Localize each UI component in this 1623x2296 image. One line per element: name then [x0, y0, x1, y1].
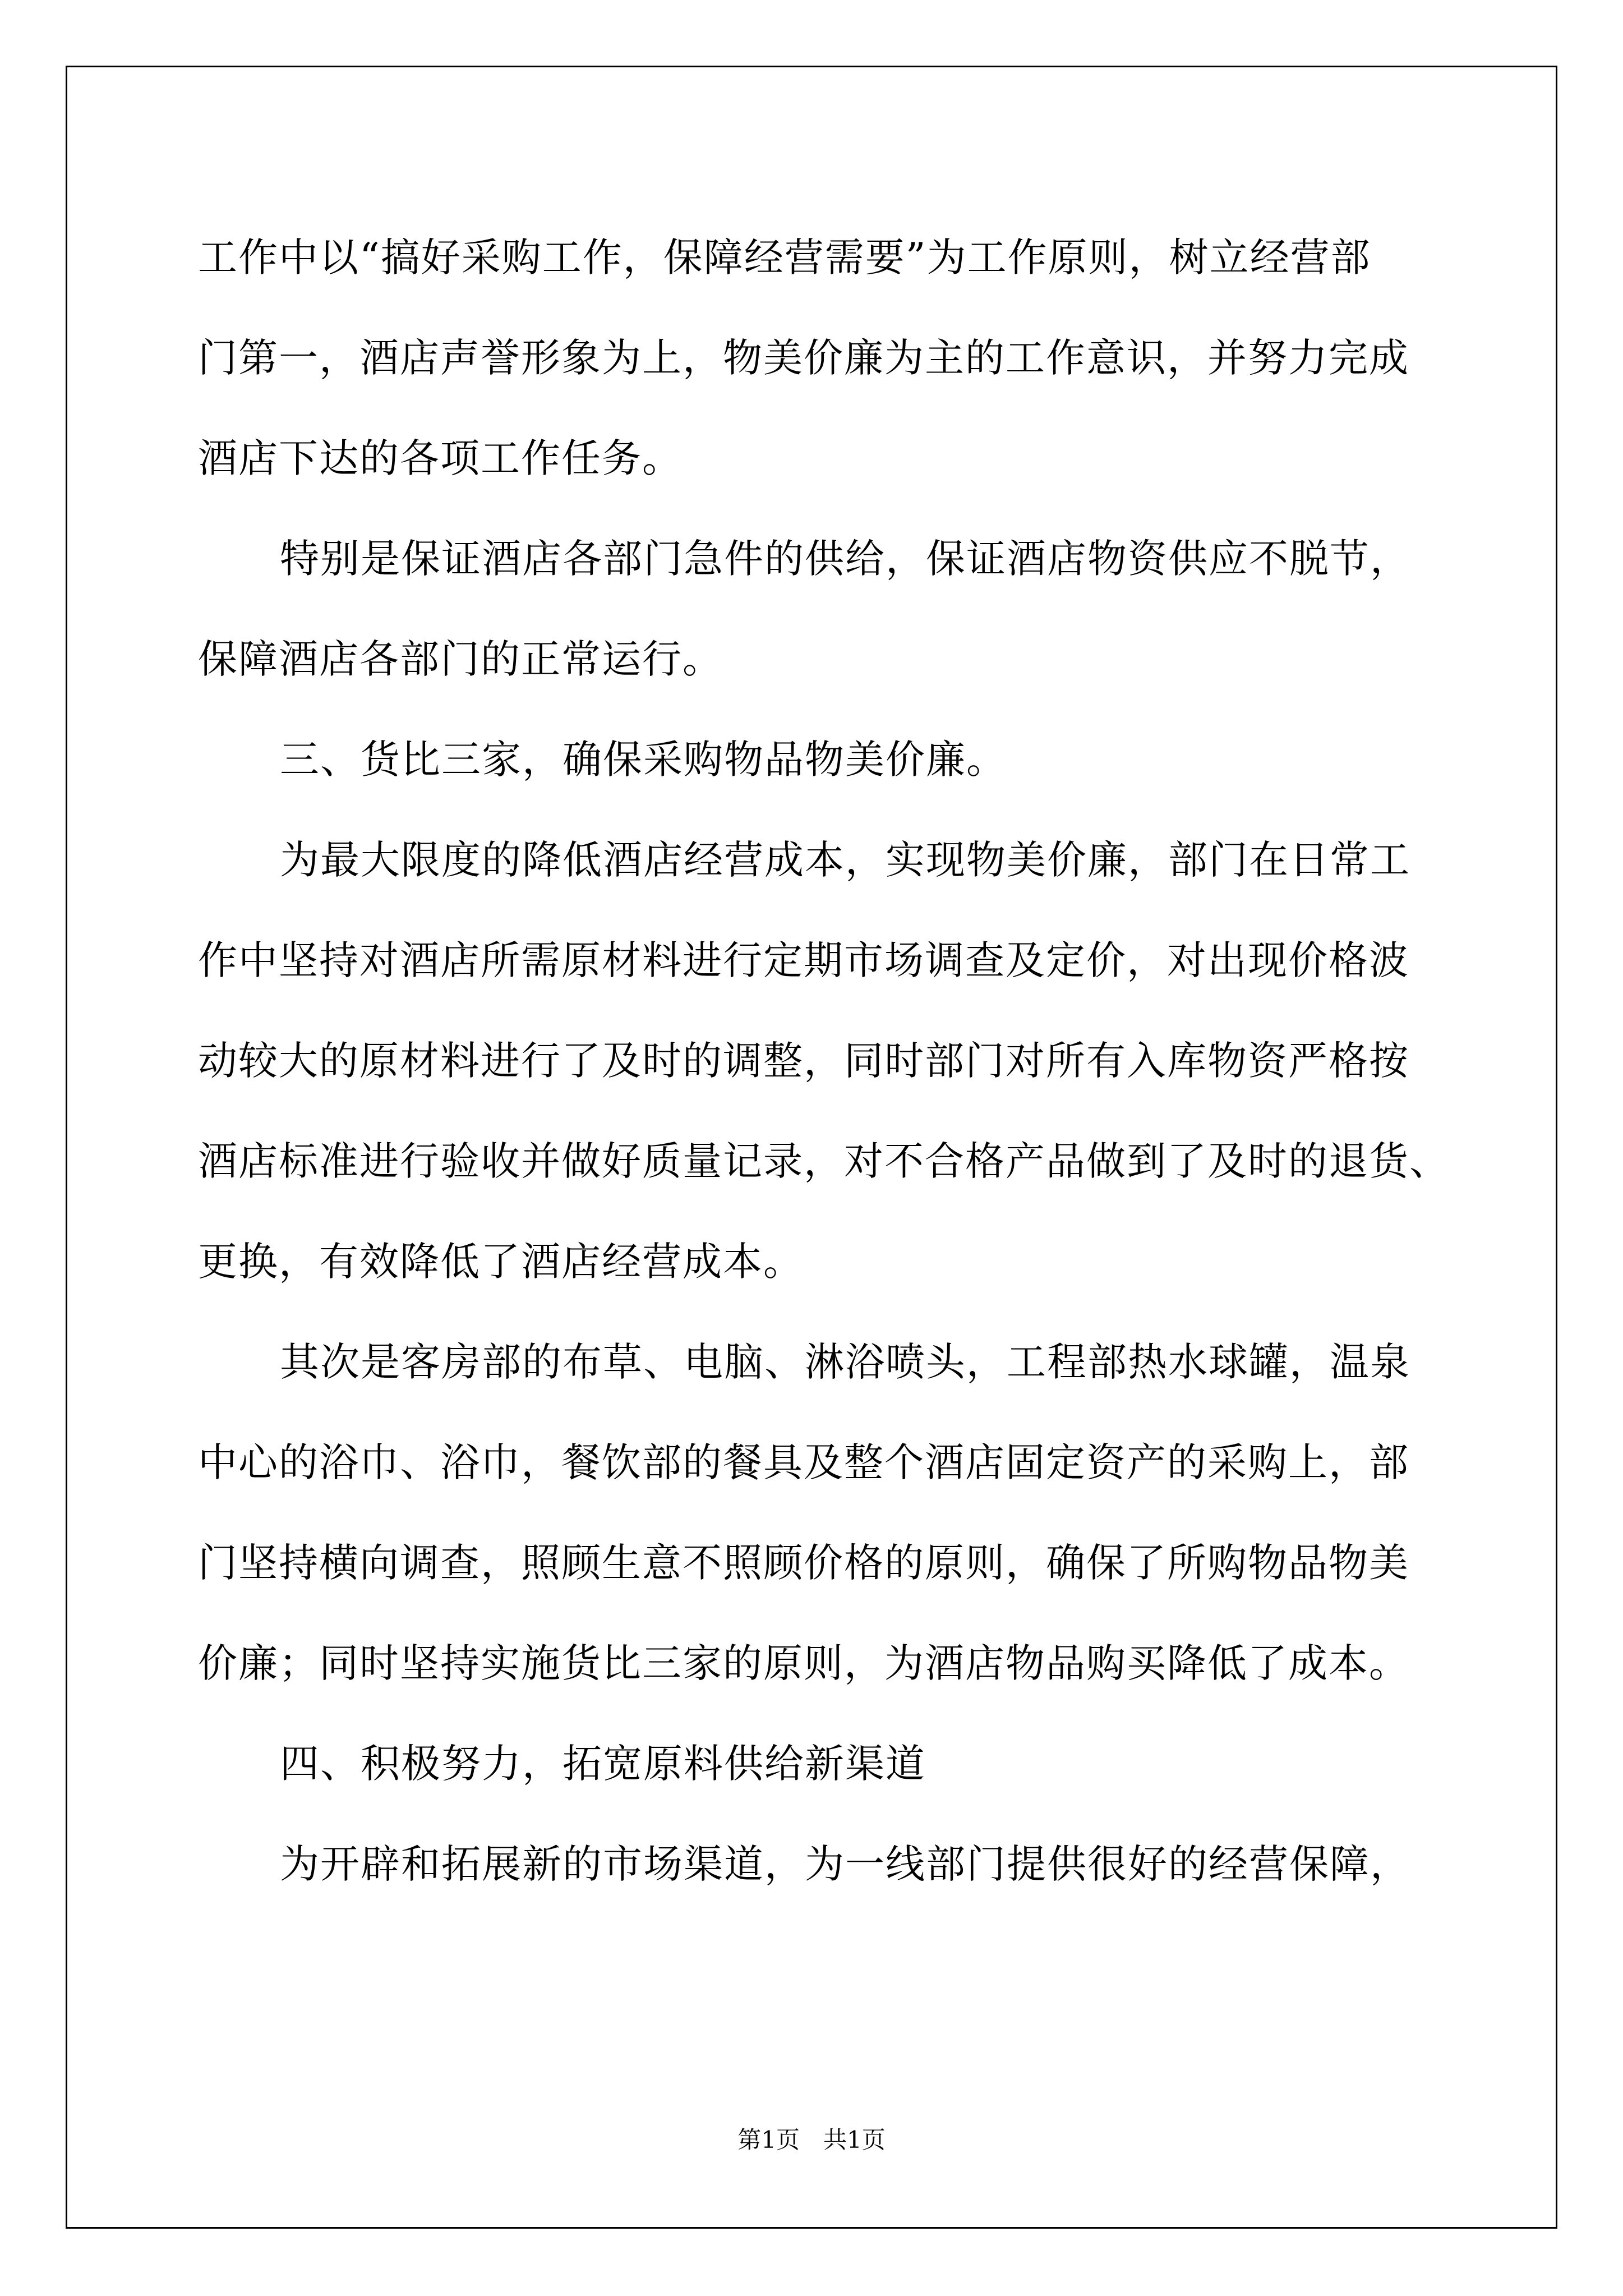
page-footer: 第1页 共1页 — [737, 2126, 886, 2154]
text-line: 为最大限度的降低酒店经营成本，实现物美价廉，部门在日常工 — [280, 837, 1410, 883]
document-body — [198, 208, 1477, 1915]
text-line: 价廉；同时坚持实施货比三家的原则，为酒店物品购买降低了成本。 — [198, 1640, 1409, 1686]
text-line: 酒店标准进行验收并做好质量记录，对不合格产品做到了及时的退货、 — [198, 1138, 1450, 1184]
text-line: 门坚持横向调查，照顾生意不照顾价格的原则，确保了所购物品物美 — [198, 1540, 1409, 1586]
section-heading: 四、积极努力，拓宽原料供给新渠道 — [280, 1741, 926, 1787]
text-line: 作中坚持对酒店所需原材料进行定期市场调查及定价，对出现价格波 — [198, 937, 1409, 983]
text-line: 工作中以“搞好采购工作，保障经营需要”为工作原则，树立经营部 — [198, 234, 1371, 280]
text-line: 其次是客房部的布草、电脑、淋浴喷头，工程部热水球罐，温泉 — [280, 1339, 1410, 1385]
text-line: 中心的浴巾、浴巾，餐饮部的餐具及整个酒店固定资产的采购上，部 — [198, 1439, 1409, 1485]
text-line: 为开辟和拓展新的市场渠道，为一线部门提供很好的经营保障， — [280, 1841, 1410, 1887]
text-line: 保障酒店各部门的正常运行。 — [198, 636, 723, 682]
section-heading: 三、货比三家，确保采购物品物美价廉。 — [280, 737, 1007, 783]
text-line: 门第一，酒店声誉形象为上，物美价廉为主的工作意识，并努力完成 — [198, 335, 1409, 381]
text-line: 动较大的原材料进行了及时的调整，同时部门对所有入库物资严格按 — [198, 1038, 1409, 1084]
text-line: 酒店下达的各项工作任务。 — [198, 435, 683, 481]
text-line: 特别是保证酒店各部门急件的供给，保证酒店物资供应不脱节， — [280, 536, 1410, 582]
text-line: 更换，有效降低了酒店经营成本。 — [198, 1239, 804, 1285]
